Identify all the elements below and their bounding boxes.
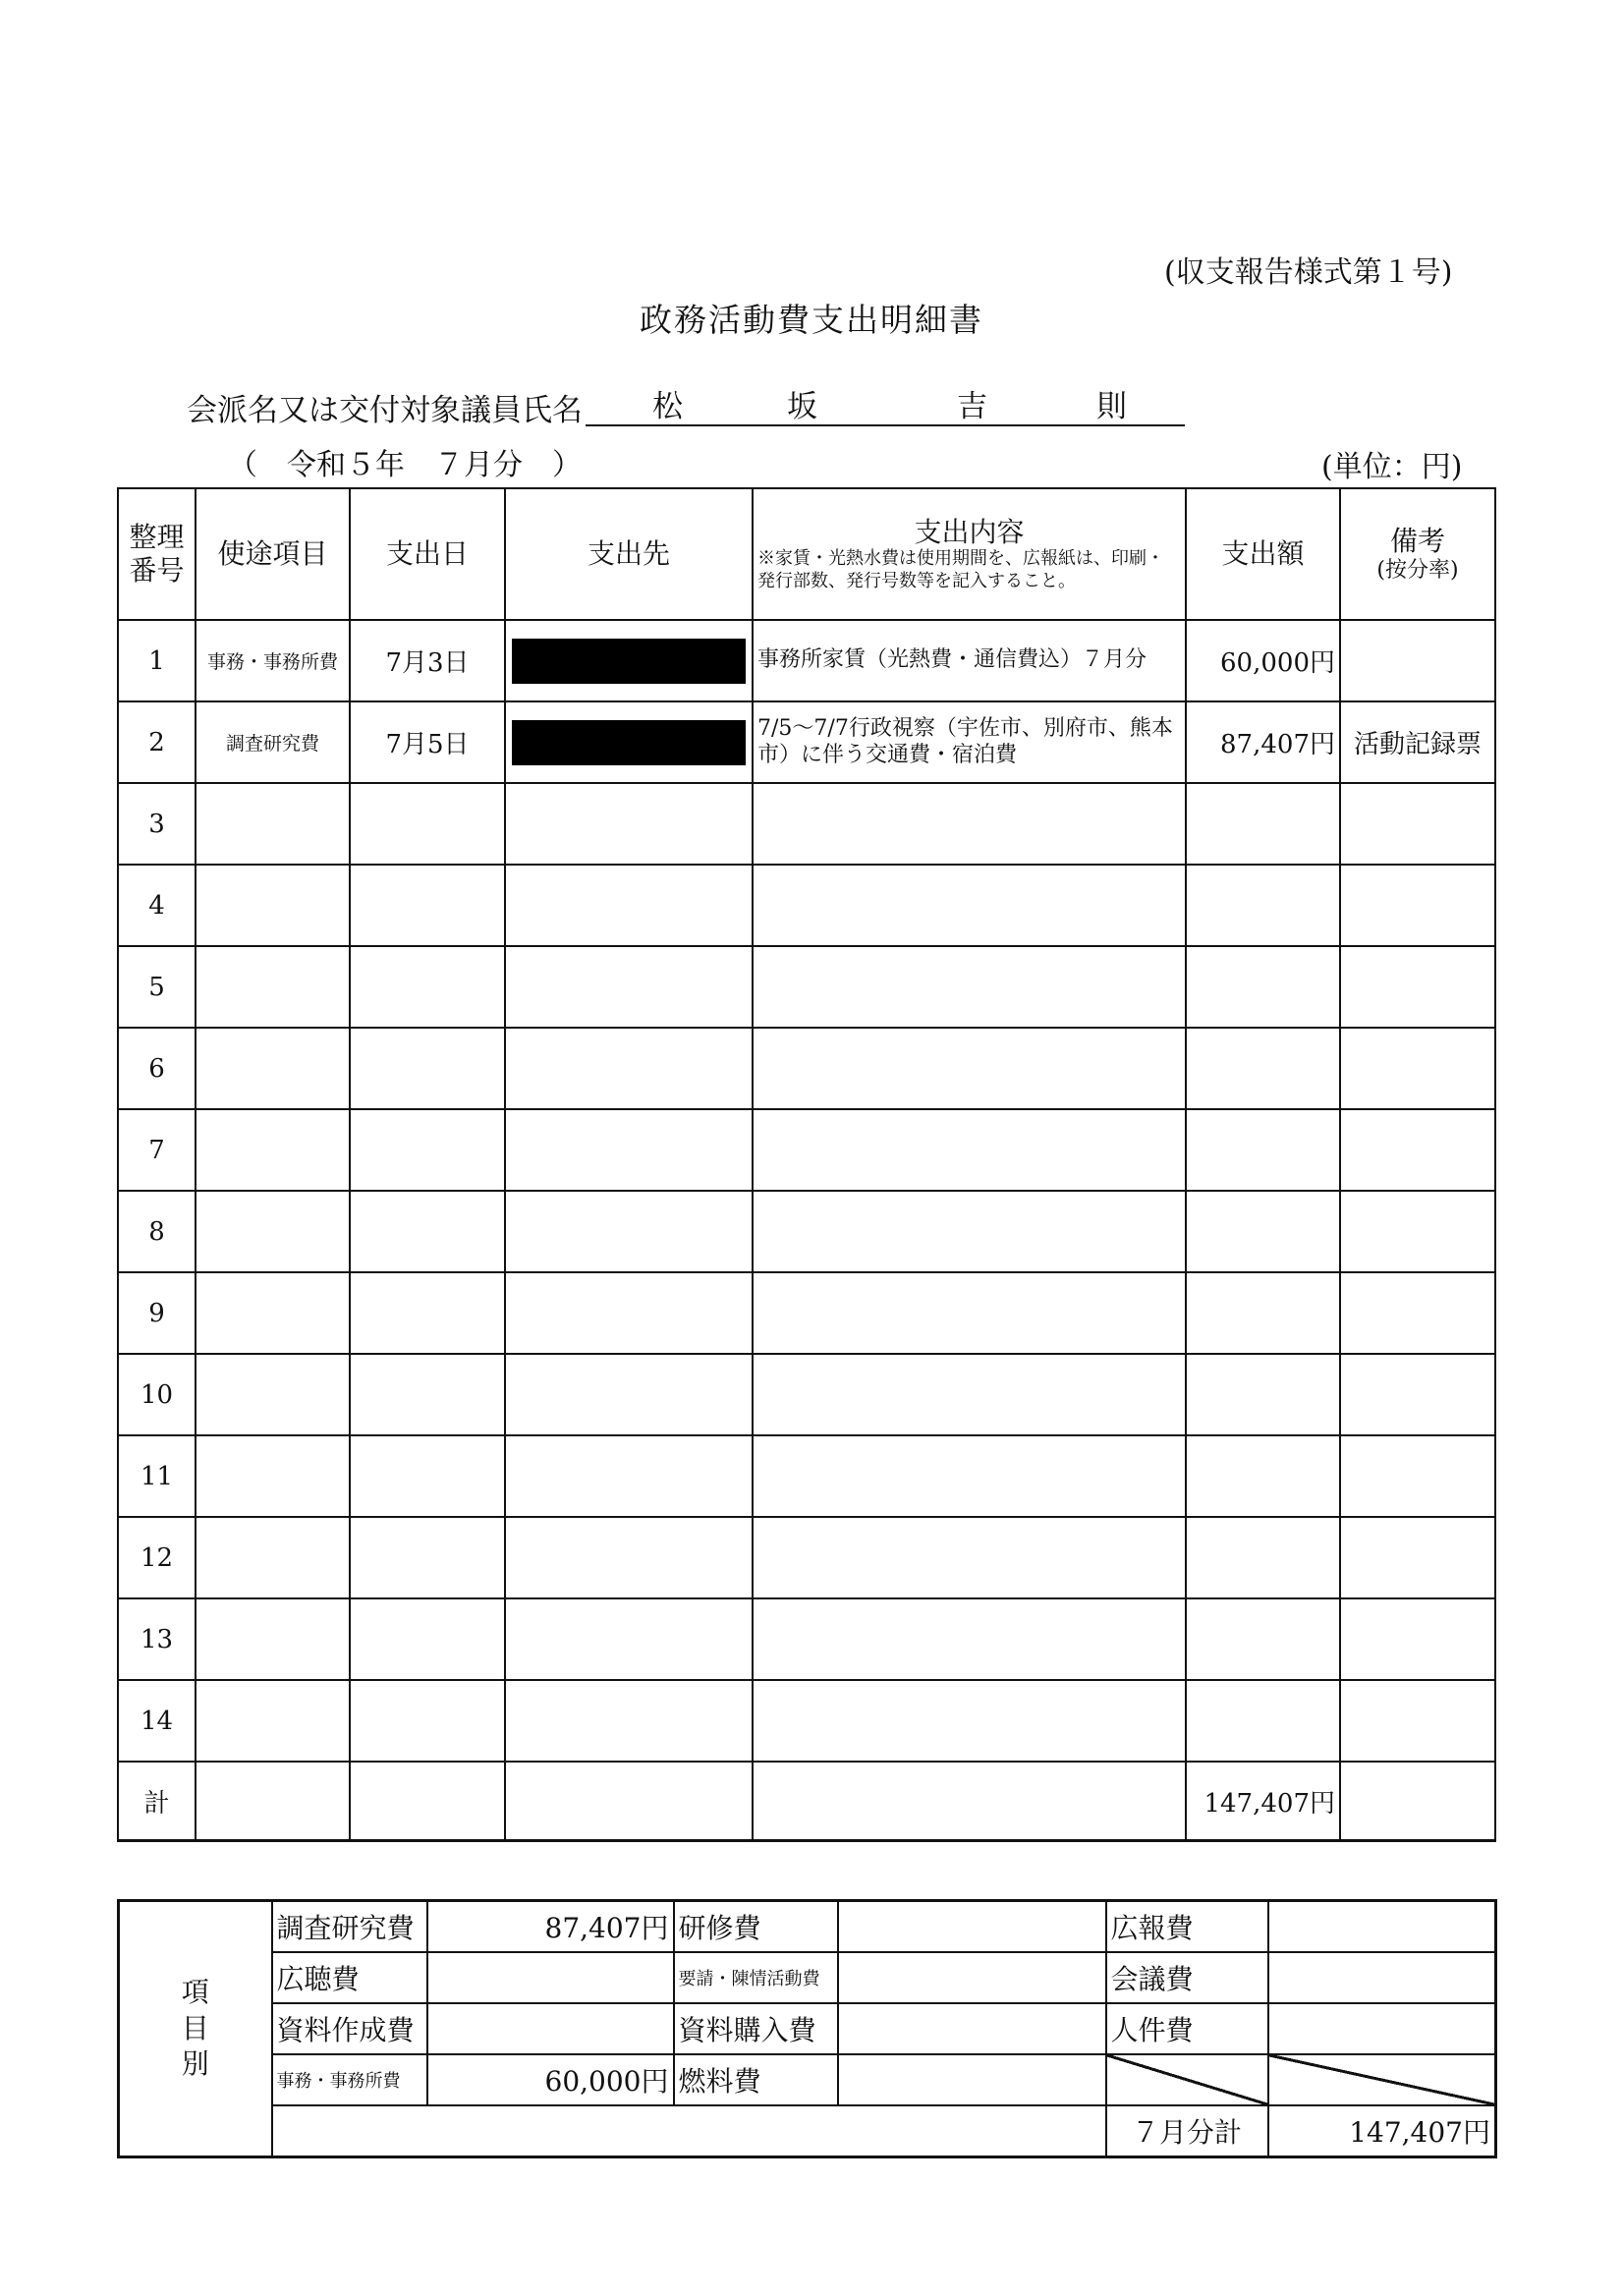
row-item bbox=[196, 1354, 350, 1435]
row-content bbox=[753, 1680, 1186, 1762]
row-date bbox=[350, 1598, 505, 1680]
row-content bbox=[753, 1435, 1186, 1517]
summary-label: 広報費 bbox=[1106, 1901, 1268, 1953]
summary-diagonal-cell bbox=[1106, 2054, 1268, 2105]
row-item bbox=[196, 1435, 350, 1517]
row-date bbox=[350, 946, 505, 1028]
row-note bbox=[1340, 620, 1495, 701]
table-row bbox=[118, 1028, 1495, 1109]
row-note bbox=[1340, 1598, 1495, 1680]
row-amount: 87,407円 bbox=[1186, 701, 1340, 783]
table-row bbox=[118, 1109, 1495, 1191]
row-content bbox=[753, 1028, 1186, 1109]
row-date bbox=[350, 1517, 505, 1598]
redaction-block bbox=[512, 639, 746, 684]
row-content bbox=[753, 1272, 1186, 1354]
row-payee bbox=[505, 1109, 753, 1191]
row-content bbox=[753, 865, 1186, 946]
summary-value bbox=[838, 1952, 1106, 2003]
row-payee bbox=[505, 1354, 753, 1435]
row-number: 14 bbox=[118, 1680, 196, 1762]
row-date bbox=[350, 1191, 505, 1272]
row-payee bbox=[505, 1028, 753, 1109]
month-total-label: ７月分計 bbox=[1106, 2105, 1268, 2157]
summary-table bbox=[117, 1899, 1497, 2158]
row-note bbox=[1340, 783, 1495, 865]
row-payee bbox=[505, 1598, 753, 1680]
expenditure-table bbox=[117, 487, 1496, 1842]
row-note bbox=[1340, 1517, 1495, 1598]
table-row bbox=[118, 1354, 1495, 1435]
total-amount: 147,407円 bbox=[1186, 1762, 1340, 1841]
form-number: (収支報告様式第１号) bbox=[1164, 255, 1453, 290]
row-note bbox=[1340, 1354, 1495, 1435]
row-date bbox=[350, 1028, 505, 1109]
header-payee: 支出先 bbox=[505, 488, 753, 620]
header-note-sub: (按分率) bbox=[1376, 557, 1459, 583]
row-amount bbox=[1186, 1598, 1340, 1680]
row-item bbox=[196, 946, 350, 1028]
row-amount bbox=[1186, 946, 1340, 1028]
row-date: 7月5日 bbox=[350, 701, 505, 783]
row-payee bbox=[505, 946, 753, 1028]
row-date bbox=[350, 1109, 505, 1191]
summary-label: 要請・陳情活動費 bbox=[674, 1952, 838, 2003]
header-date: 支出日 bbox=[350, 488, 505, 620]
month-total-value: 147,407円 bbox=[1268, 2105, 1496, 2157]
row-content bbox=[753, 783, 1186, 865]
row-number: 7 bbox=[118, 1109, 196, 1191]
row-payee bbox=[505, 1680, 753, 1762]
summary-value bbox=[838, 2054, 1106, 2105]
table-cell bbox=[196, 1762, 350, 1841]
table-cell bbox=[350, 1762, 505, 1841]
table-row bbox=[118, 1435, 1495, 1517]
summary-label: 資料作成費 bbox=[272, 2003, 427, 2054]
table-row bbox=[118, 1191, 1495, 1272]
row-payee bbox=[505, 1272, 753, 1354]
total-label: 計 bbox=[118, 1762, 196, 1841]
table-row bbox=[118, 1598, 1495, 1680]
row-amount bbox=[1186, 1191, 1340, 1272]
summary-value bbox=[838, 1901, 1106, 1953]
name-char: 松 bbox=[652, 389, 683, 424]
row-number: 6 bbox=[118, 1028, 196, 1109]
row-note bbox=[1340, 1191, 1495, 1272]
row-date bbox=[350, 783, 505, 865]
summary-diagonal-cell bbox=[1268, 2054, 1496, 2105]
header-item: 使途項目 bbox=[196, 488, 350, 620]
summary-value bbox=[1268, 1901, 1496, 1953]
row-content: 事務所家賃（光熱費・通信費込）７月分 bbox=[753, 620, 1186, 701]
row-number: 10 bbox=[118, 1354, 196, 1435]
row-item: 事務・事務所費 bbox=[196, 620, 350, 701]
table-header-row bbox=[118, 488, 1495, 620]
summary-label: 人件費 bbox=[1106, 2003, 1268, 2054]
row-payee bbox=[505, 1191, 753, 1272]
row-note: 活動記録票 bbox=[1340, 701, 1495, 783]
row-amount bbox=[1186, 1109, 1340, 1191]
summary-label: 調査研究費 bbox=[272, 1901, 427, 1953]
table-row bbox=[118, 1680, 1495, 1762]
row-content bbox=[753, 1598, 1186, 1680]
row-item bbox=[196, 1598, 350, 1680]
name-label: 会派名又は交付対象議員氏名 bbox=[187, 393, 583, 428]
header-number: 整理 番号 bbox=[118, 488, 196, 620]
row-item bbox=[196, 1517, 350, 1598]
name-char: 吉 bbox=[957, 389, 987, 424]
row-payee bbox=[505, 865, 753, 946]
row-date bbox=[350, 1680, 505, 1762]
table-row bbox=[118, 1272, 1495, 1354]
summary-value bbox=[427, 2003, 674, 2054]
summary-value bbox=[1268, 2003, 1496, 2054]
row-note bbox=[1340, 1109, 1495, 1191]
summary-value bbox=[838, 2003, 1106, 2054]
summary-value: 60,000円 bbox=[427, 2054, 674, 2105]
row-content bbox=[753, 1517, 1186, 1598]
row-amount bbox=[1186, 1435, 1340, 1517]
row-item: 調査研究費 bbox=[196, 701, 350, 783]
table-row bbox=[118, 1517, 1495, 1598]
row-item bbox=[196, 1272, 350, 1354]
row-payee bbox=[505, 620, 753, 701]
header-content-title: 支出内容 bbox=[914, 515, 1025, 548]
row-amount bbox=[1186, 1517, 1340, 1598]
row-content bbox=[753, 946, 1186, 1028]
name-char: 則 bbox=[1096, 389, 1127, 424]
name-char: 坂 bbox=[787, 389, 817, 424]
row-number: 1 bbox=[118, 620, 196, 701]
row-number: 8 bbox=[118, 1191, 196, 1272]
header-content-note: ※家賃・光熱水費は使用期間を、広報紙は、印刷・発行部数、発行号数等を記入すること。 bbox=[757, 548, 1164, 591]
row-content bbox=[753, 1109, 1186, 1191]
row-note bbox=[1340, 946, 1495, 1028]
row-amount bbox=[1186, 1680, 1340, 1762]
row-payee bbox=[505, 1517, 753, 1598]
table-row bbox=[118, 620, 1495, 701]
row-date bbox=[350, 1354, 505, 1435]
row-payee bbox=[505, 701, 753, 783]
row-amount bbox=[1186, 1272, 1340, 1354]
row-note bbox=[1340, 1680, 1495, 1762]
row-item bbox=[196, 1191, 350, 1272]
row-date bbox=[350, 865, 505, 946]
row-note bbox=[1340, 1272, 1495, 1354]
row-date: 7月3日 bbox=[350, 620, 505, 701]
period: （ 令和５年 ７月分 ） bbox=[228, 448, 582, 482]
summary-value bbox=[1268, 1952, 1496, 2003]
row-number: 2 bbox=[118, 701, 196, 783]
row-payee bbox=[505, 1435, 753, 1517]
redaction-block bbox=[512, 720, 746, 765]
row-note bbox=[1340, 1028, 1495, 1109]
row-number: 4 bbox=[118, 865, 196, 946]
summary-label: 事務・事務所費 bbox=[272, 2054, 427, 2105]
total-row bbox=[118, 1762, 1495, 1841]
summary-label: 資料購入費 bbox=[674, 2003, 838, 2054]
row-amount: 60,000円 bbox=[1186, 620, 1340, 701]
table-row bbox=[118, 783, 1495, 865]
member-name bbox=[586, 381, 1185, 426]
row-amount bbox=[1186, 1354, 1340, 1435]
row-date bbox=[350, 1435, 505, 1517]
row-number: 5 bbox=[118, 946, 196, 1028]
row-number: 11 bbox=[118, 1435, 196, 1517]
row-number: 13 bbox=[118, 1598, 196, 1680]
row-payee bbox=[505, 783, 753, 865]
unit-label: (単位：円) bbox=[1321, 450, 1463, 484]
table-cell bbox=[753, 1762, 1186, 1841]
summary-label: 会議費 bbox=[1106, 1952, 1268, 2003]
table-row bbox=[118, 701, 1495, 783]
summary-blank-cell bbox=[272, 2105, 1106, 2157]
summary-value: 87,407円 bbox=[427, 1901, 674, 1953]
table-cell bbox=[1340, 1762, 1495, 1841]
row-content bbox=[753, 1191, 1186, 1272]
header-content bbox=[753, 488, 1186, 620]
row-content: 7/5〜7/7行政視察（宇佐市、別府市、熊本市）に伴う交通費・宿泊費 bbox=[753, 701, 1186, 783]
table-row bbox=[118, 865, 1495, 946]
row-amount bbox=[1186, 783, 1340, 865]
header-note bbox=[1340, 488, 1495, 620]
summary-label: 燃料費 bbox=[674, 2054, 838, 2105]
row-item bbox=[196, 865, 350, 946]
row-amount bbox=[1186, 1028, 1340, 1109]
row-number: 3 bbox=[118, 783, 196, 865]
row-item bbox=[196, 1109, 350, 1191]
row-note bbox=[1340, 865, 1495, 946]
row-item bbox=[196, 1680, 350, 1762]
document-title: 政務活動費支出明細書 bbox=[640, 301, 983, 339]
row-content bbox=[753, 1354, 1186, 1435]
table-cell bbox=[505, 1762, 753, 1841]
header-note-title: 備考 bbox=[1389, 525, 1445, 557]
header-amount: 支出額 bbox=[1186, 488, 1340, 620]
summary-label: 広聴費 bbox=[272, 1952, 427, 2003]
summary-value bbox=[427, 1952, 674, 2003]
row-date bbox=[350, 1272, 505, 1354]
row-item bbox=[196, 1028, 350, 1109]
table-row bbox=[118, 946, 1495, 1028]
row-item bbox=[196, 783, 350, 865]
summary-label: 研修費 bbox=[674, 1901, 838, 1953]
row-number: 9 bbox=[118, 1272, 196, 1354]
row-note bbox=[1340, 1435, 1495, 1517]
row-number: 12 bbox=[118, 1517, 196, 1598]
row-amount bbox=[1186, 865, 1340, 946]
summary-side-label: 項 目 別 bbox=[119, 1901, 272, 2157]
